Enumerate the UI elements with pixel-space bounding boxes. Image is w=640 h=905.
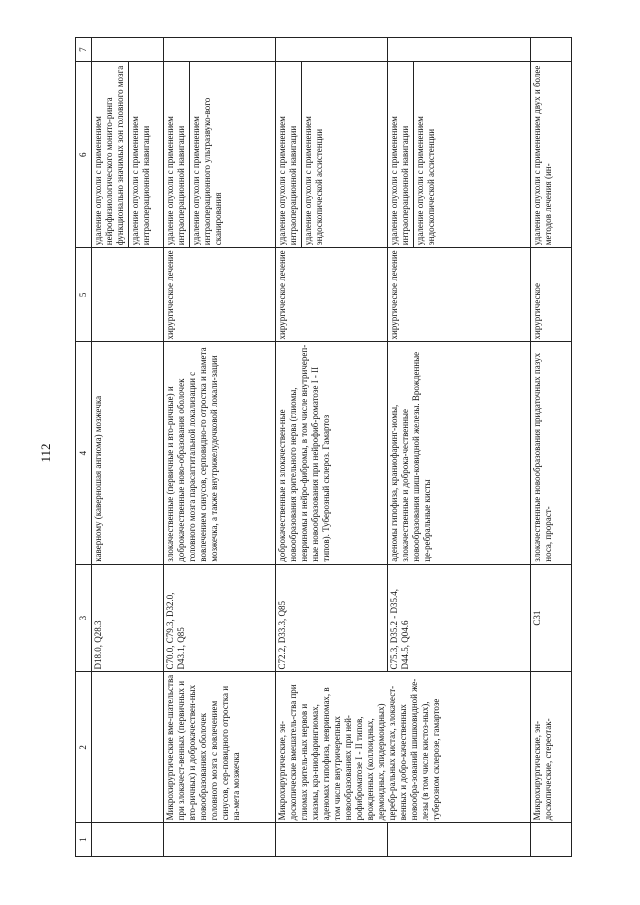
method-cell: Микрохирургические, эн-доскопические вмешатель-ства при глиомах зритель-ных нервов и хиазмы, кра-ниофарингиомах, аденомах гипофиза, невриномах, в том числе внутричерепных новообразованиях при ней-рофиброматозе I - II типов, врожденных (коллоидных, дермоидных, эпидермоидных) церебр-ральных кистах, злокачест-венных и добро-качественных новообра-зований шишковидной же-лезы (в том числе кистоз-ных), туберозном склерозе, гамартозе	[276, 672, 531, 823]
method-option: удаление опухоли с применением нейрофизиологического монито-ринга функционально значимых зон головного мозга	[93, 65, 126, 246]
icd-code-cell: C31	[531, 564, 572, 672]
method-option: удаление опухоли с применением двух и более методов лечения (ин-	[532, 65, 554, 246]
diagnosis-cell: доброкачественные и злокачествен-ные новообразования зрительного нерва (глиомы, невриномы и нейро-фибромы, в том числе внутричереп-ные новообразования при нейрофиб-роматозе I - II типов). Туберозный склероз. Гамартоз	[276, 342, 388, 564]
method-option: удаление опухоли с применением эндоскопической ассистенции	[413, 62, 438, 247]
treatment-type-cell: хирургическое лечение	[388, 248, 531, 342]
method-detail-cell	[92, 62, 163, 248]
icd-code-cell: C75.3, D35.2 - D35.4, D44.5, Q04.6	[388, 564, 531, 672]
diagnosis-cell: злокачественные новообразования придаточных пазух носа, прораст-	[531, 342, 572, 564]
header-row	[76, 38, 92, 857]
method-cell: Микрохирургические, эн-доскопические, стереотак-	[531, 672, 572, 823]
col7-cell	[388, 38, 531, 62]
table-row	[163, 38, 275, 857]
row-num-cell	[388, 823, 531, 857]
medical-procedures-table	[75, 37, 572, 857]
icd-code-cell: C72.2, D33.3, Q85	[276, 564, 388, 672]
table-row	[531, 38, 572, 857]
icd-code-cell: C70.0, C79.3, D32.0, D43.1, Q85	[163, 564, 275, 672]
header-col-5: 5	[76, 248, 92, 342]
col7-cell	[163, 38, 275, 62]
header-col-6: 6	[76, 62, 92, 248]
header-col-4: 4	[76, 342, 92, 564]
table-row	[92, 38, 163, 857]
diagnosis-cell: каверному (каверношая ангиома) мозжечка	[92, 342, 163, 564]
col7-cell	[276, 38, 388, 62]
method-option: удаление опухоли с применением интраоперационного ультразвуко-вого сканирования	[189, 62, 225, 247]
treatment-type-cell: хирургическое	[531, 248, 572, 342]
header-col-3: 3	[76, 564, 92, 672]
diagnosis-cell: аденомы гипофиза, краниофаринг-иомы, злокачественные и доброка-чественные новообразования шиш-ковидной железы. Врожденные це-ребральные кисты	[388, 342, 531, 564]
icd-code-cell: D18.0, Q28.3	[92, 564, 163, 672]
row-num-cell	[531, 823, 572, 857]
method-option: удаление опухоли с применением интраоперационной навигации	[389, 116, 411, 246]
treatment-type-cell: хирургическое лечение	[276, 248, 388, 342]
treatment-type-cell: хирургическое лечение	[163, 248, 275, 342]
header-col-2: 2	[76, 672, 92, 823]
method-cell	[92, 672, 163, 823]
row-num-cell	[276, 823, 388, 857]
method-option: удаление опухоли с применением интраоперационной навигации	[128, 62, 153, 247]
method-detail-cell	[531, 62, 572, 248]
method-option: удаление опухоли с применением интраоперационной навигации	[277, 116, 298, 246]
table-row	[276, 38, 388, 857]
row-num-cell	[92, 823, 163, 857]
row-num-cell	[163, 823, 275, 857]
col7-cell	[531, 38, 572, 62]
method-option: удаление опухоли с применением интраоперационной навигации	[164, 116, 186, 246]
header-col-7: 7	[76, 38, 92, 62]
method-cell: Микрохирургические вме-шательства при злокачест-венных (первичных и вто-ричных) и доброкачествен-ных новообразованиях оболочек головного мозга с вовлечением синусов, сер-повидного отростка и на-мета мозжечка	[163, 672, 275, 823]
treatment-type-cell	[92, 248, 163, 342]
diagnosis-cell: злокачественные (первичные и вто-ричные) и доброкачественные ново-образования оболочек головного мозга парасаггитальной локализации с вовлечением синусов, серповидно-го отростка и намета мозжечка, а также внутрижелудочковой локали-зации	[163, 342, 275, 564]
method-detail-cell	[163, 62, 275, 248]
rotated-table-container	[75, 37, 572, 857]
col7-cell	[92, 38, 163, 62]
page-number: 112	[38, 443, 53, 463]
method-detail-cell	[276, 62, 388, 248]
header-col-1: 1	[76, 823, 92, 857]
method-option: удаление опухоли с применением эндоскопической ассистенции	[301, 62, 326, 247]
method-detail-cell	[388, 62, 531, 248]
